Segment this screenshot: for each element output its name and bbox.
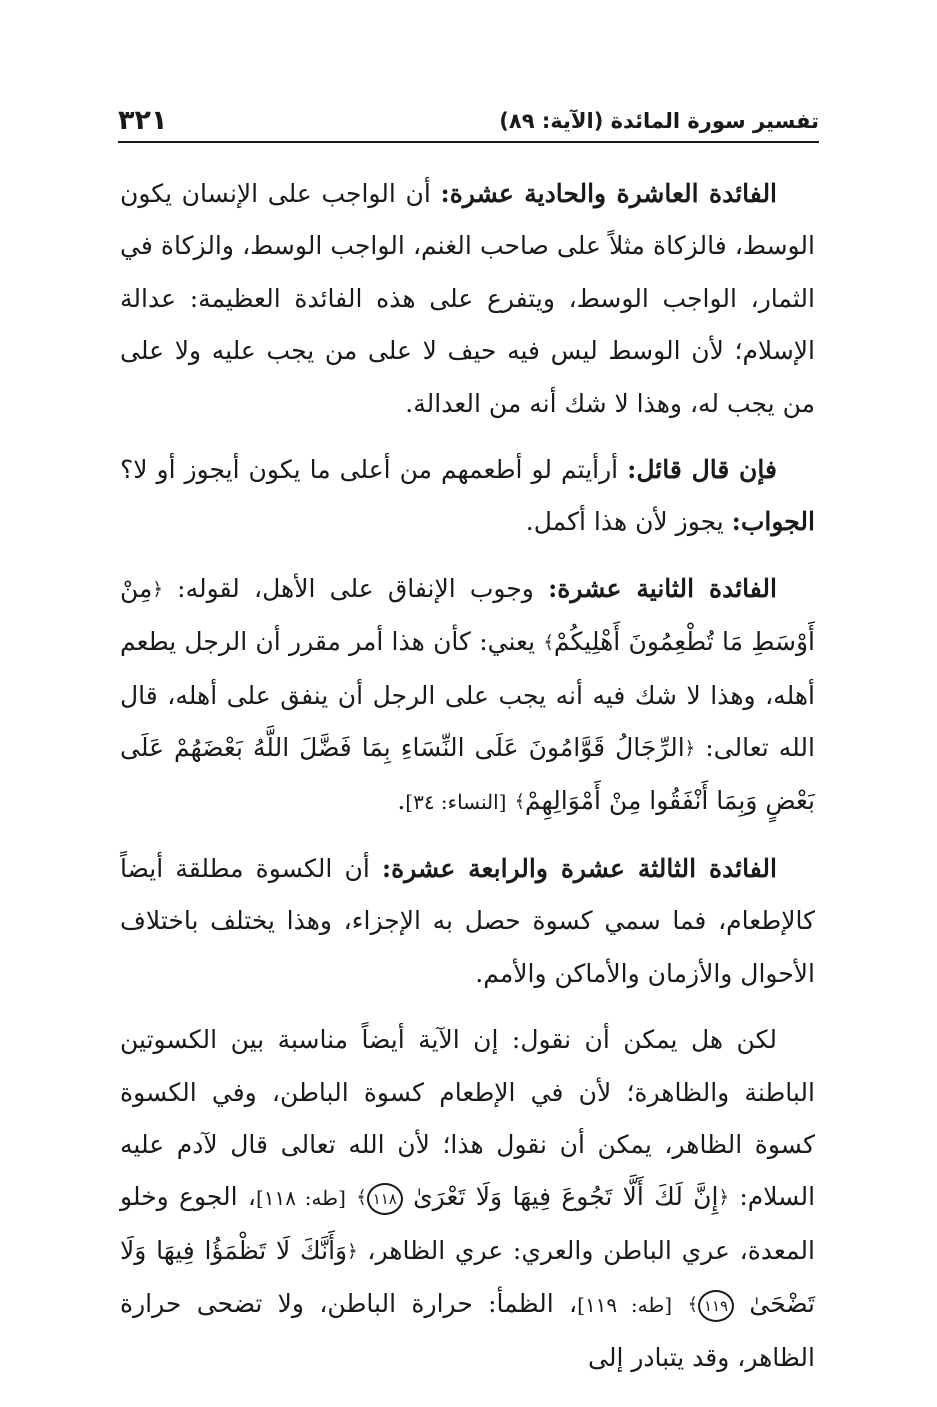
paragraph-text: لكن هل يمكن أن نقول: إن الآية أيضاً مناسبة بين الكسوتين الباطنة والظاهرة؛ لأن في الإطعام كسوة الباطن، وفي الكسوة كسوة الظاهر، يمكن أن نقول هذا؛ لأن الله تعالى قال لآدم عليه السلام: — [120, 1025, 816, 1212]
running-header-title: تفسير سورة المائدة (الآية: ٨٩) — [499, 109, 819, 133]
quran-bracket-open-icon: ﴿ — [152, 578, 163, 600]
quran-bracket-close-icon: ﴾ — [543, 632, 554, 654]
page-number: ٣٢١ — [118, 105, 168, 136]
paragraph-text: ، الظمأ: حرارة الباطن، ولا تضحى حرارة الظاهر، وقد يتبادر إلى — [120, 1289, 815, 1372]
paragraph-question — [120, 444, 815, 549]
quran-bracket-open-icon: ﴿ — [347, 1240, 358, 1262]
paragraph-end: . — [397, 786, 406, 816]
paragraph-heading: الفائدة الثالثة عشرة والرابعة عشرة: — [381, 853, 777, 883]
question-text: أرأيتم لو أطعمهم من أعلى ما يكون أيجوز أو لا؟ — [120, 455, 628, 485]
verse-reference: [طه: ١١٨] — [255, 1186, 346, 1211]
verse-reference: [النساء: ٣٤] — [405, 790, 507, 815]
paragraph-heading: الفائدة العاشرة والحادية عشرة: — [440, 179, 778, 208]
paragraph-benefit-13-14 — [120, 843, 815, 1000]
page-body — [120, 168, 815, 1398]
paragraph-text: أن الكسوة مطلقة أيضاً كالإطعام، فما سمي كسوة حصل به الإجزاء، وهذا يختلف باختلاف الأحوال والأزمان والأماكن والأمم. — [120, 853, 815, 988]
paragraph-benefit-12 — [120, 563, 815, 829]
quran-bracket-close-icon: ﴾ — [356, 1187, 367, 1209]
paragraph-text: أن الواجب على الإنسان يكون الوسط، فالزكاة مثلاً على صاحب الغنم، الواجب الوسط، والزكاة في الثمار، الواجب الوسط، ويتفرع على هذه الفائدة العظيمة: عدالة الإسلام؛ لأن الوسط ليس فيه حيف لا على من يجب عليه ولا على من يجب له، وهذا لا شك أنه من العدالة. — [120, 179, 815, 418]
quran-verse: إِنَّ لَكَ أَلَّا تَجُوعَ فِيهَا وَلَا تَعْرَىٰ — [413, 1182, 719, 1212]
verse-reference: [طه: ١١٩] — [577, 1293, 673, 1318]
ayah-number-icon: ١١٩ — [698, 1290, 734, 1322]
quran-bracket-open-icon: ﴿ — [684, 738, 696, 760]
paragraph-text: ، الجوع وخلو المعدة، عري الباطن والعري: عري الظاهر، — [120, 1182, 815, 1265]
quran-bracket-close-icon: ﴾ — [514, 791, 525, 813]
paragraph-heading: الفائدة الثانية عشرة: — [548, 573, 777, 603]
ayah-number-icon: ١١٨ — [367, 1183, 403, 1215]
answer-text: يجوز لأن هذا أكمل. — [525, 507, 732, 537]
running-header — [118, 92, 819, 140]
quran-verse: وَأَنَّكَ لَا تَظْمَؤُا فِيهَا وَلَا تَضْحَىٰ — [120, 1235, 816, 1319]
paragraph-benefit-10-11 — [120, 168, 815, 430]
quran-verse: الرِّجَالُ قَوَّامُونَ عَلَى النِّسَاءِ بِمَا فَضَّلَ اللَّهُ بَعْضَهُمْ عَلَى بَعْضٍ وَبِمَا أَنْفَقُوا مِنْ أَمْوَالِهِمْ — [120, 733, 815, 816]
header-divider — [118, 141, 819, 143]
paragraph-clothing-discussion — [120, 1014, 815, 1384]
question-label: فإن قال قائل: — [627, 455, 777, 485]
answer-label: الجواب: — [731, 507, 815, 537]
paragraph-text: يعني: كأن هذا أمر مقرر أن الرجل يطعم أهله، وهذا لا شك فيه أنه يجب على الرجل أن ينفق على أهله، قال الله تعالى: — [120, 627, 815, 763]
quran-bracket-open-icon: ﴿ — [718, 1187, 730, 1209]
quran-verse: مِنْ أَوْسَطِ مَا تُطْعِمُونَ أَهْلِيكُمْ — [120, 573, 815, 657]
paragraph-text: وجوب الإنفاق على الأهل، لقوله: — [162, 573, 549, 603]
quran-bracket-close-icon: ﴾ — [687, 1294, 699, 1316]
